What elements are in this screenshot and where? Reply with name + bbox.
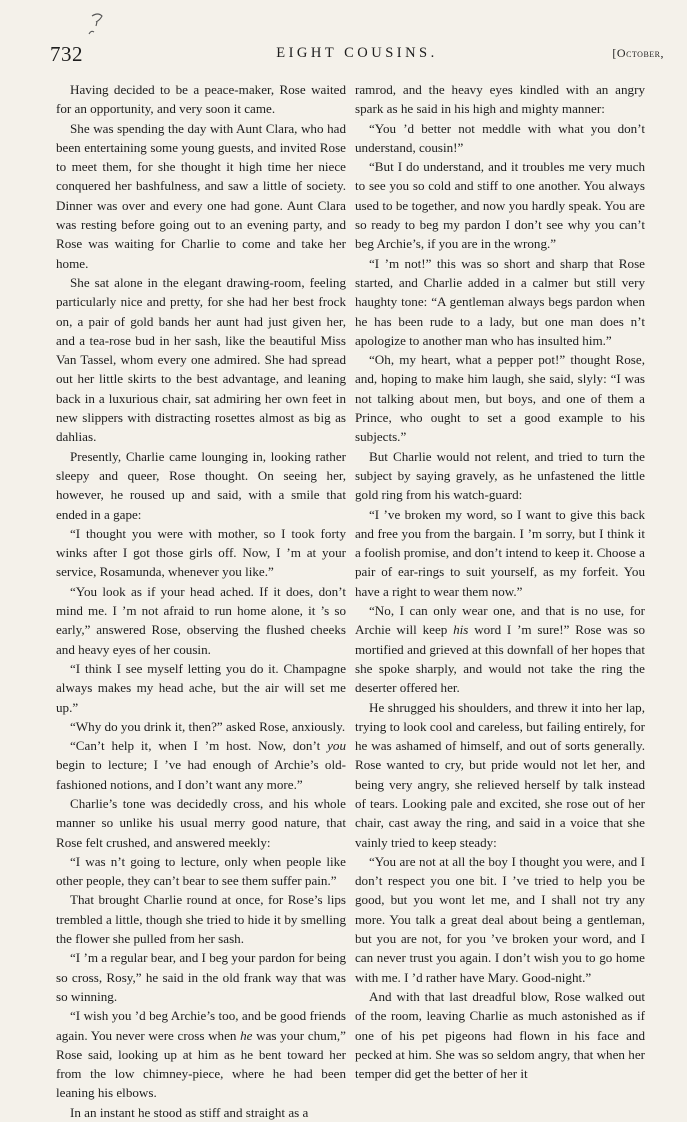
- emphasis: his: [453, 622, 469, 638]
- left-column: [56, 80, 346, 1122]
- paragraph: “You look as if your head ached. If it does, don’t mind me. I ’m not afraid to run home alone, it ’s so early,” answered Rose, observing the flushed cheeks and heavy eyes of her cousin.: [56, 583, 346, 657]
- running-header: [50, 42, 664, 66]
- paragraph: “I ’ve broken my word, so I want to give this back and free you from the bargain. I ’m sorry, but I think it a foolish promise, and don’t intend to keep it. Choose a pair of ear-rings to suit yourself, as my forfeit. You have a right to wear them now.”: [355, 506, 645, 599]
- paragraph: “I thought you were with mother, so I took forty winks after I got those girls off. Now, I ’m at your service, Rosamunda, whenever you like.”: [56, 525, 346, 580]
- right-column: [355, 80, 645, 1083]
- paragraph: “No, I can only wear one, and that is no use, for Archie will keep his word I ’m sure!” Rose was so mortified and grieved at this downfall of her hopes that she spoke sharply, and would not take the ring the deserter offered her.: [355, 603, 646, 696]
- paragraph: She sat alone in the elegant drawing-room, feeling particularly nice and pretty, for she had her best frock on, a pair of gold bands her aunt had just given her, and a tea-rose bud in her sash, like the beautiful Miss Van Tassel, whom every one admired. She had spread out her little skirts to the best advantage, and leaning back in a luxurious chair, sat admiring her own feet in new slippers with distracting rosettes almost as big as dahlias.: [56, 274, 346, 445]
- pencil-mark-icon: [86, 10, 114, 40]
- paragraph: ramrod, and the heavy eyes kindled with an angry spark as he said in his high and mighty manner:: [355, 82, 645, 117]
- paragraph: “You ’d better not meddle with what you don’t understand, cousin!”: [355, 120, 645, 155]
- paragraph: She was spending the day with Aunt Clara, who had been entertaining some young guests, and invited Rose to meet them, for she thought it high time her niece conquered her bashfulness, and saw a little of society. Dinner was over and every one had gone. Aunt Clara was resting before going out to an evening party, and Rose was waiting for Charlie to come and take her home.: [56, 120, 346, 271]
- page-number: 732: [50, 42, 83, 66]
- paragraph: Charlie’s tone was decidedly cross, and his whole manner so unlike his usual merry good nature, that Rose felt crushed, and answered meekly:: [56, 795, 346, 850]
- paragraph: Having decided to be a peace-maker, Rose waited for an opportunity, and very soon it came.: [56, 82, 346, 117]
- paragraph: Presently, Charlie came lounging in, looking rather sleepy and queer, Rose thought. On seeing her, however, he roused up and said, with a smile that ended in a gape:: [56, 448, 346, 522]
- paragraph: And with that last dreadful blow, Rose walked out of the room, leaving Charlie as much astonished as if one of his pet pigeons had flown in his face and pecked at him. She was so seldom angry, that when her temper did get the better of her it: [355, 988, 645, 1082]
- paragraph: That brought Charlie round at once, for Rose’s lips trembled a little, though she tried to hide it by smelling the flower she pulled from her sash.: [56, 892, 346, 947]
- paragraph: “I wish you ’d beg Archie’s too, and be good friends again. You never were cross when he was your chum,” Rose said, looking up at him as he bent toward her from the low chimney-piece, where he had been leaning his elbows.: [56, 1008, 346, 1101]
- paragraph: “Why do you drink it, then?” asked Rose, anxiously.: [70, 718, 346, 734]
- paragraph: “But I do understand, and it troubles me very much to see you so cold and stiff to one another. You always used to be together, and now you hardly speak. You are so ready to beg my pardon I don’t see why you can’t beg Archie’s, if you are in the wrong.”: [355, 159, 645, 252]
- paragraph: “I think I see myself letting you do it. Champagne always makes my head ache, but the air will set me up.”: [56, 660, 346, 715]
- paragraph: In an instant he stood as stiff and straight as a: [70, 1104, 309, 1120]
- running-title: EIGHT COUSINS.: [276, 45, 438, 61]
- paragraph: “Can’t help it, when I ’m host. Now, don’t you begin to lecture; I ’ve had enough of Archie’s old-fashioned notions, and I don’t want any more.”: [56, 738, 346, 792]
- emphasis: you: [327, 738, 346, 754]
- running-month: [October,: [612, 46, 664, 60]
- paragraph: “You are not at all the boy I thought you were, and I don’t respect you one bit. I ’ve tried to help you be good, but you wont let me, and I shall not try any more. You talk a great deal about being a gentleman, but you are not, for you ’ve broken your word, and I can never trust you again. I don’t wish you to go home with me. I ’d rather have Mary. Good-night.”: [355, 853, 645, 985]
- emphasis: he: [240, 1027, 253, 1043]
- paragraph: But Charlie would not relent, and tried to turn the subject by saying gravely, as he unfastened the little gold ring from his watch-guard:: [355, 448, 645, 503]
- paragraph: “I ’m not!” this was so short and sharp that Rose started, and Charlie added in a calmer but still very haughty tone: “A gentleman always begs pardon when he has been rude to a lady, but one man does n’t apologize to another man who has insulted him.”: [355, 255, 645, 348]
- paragraph: “I was n’t going to lecture, only when people like other people, they can’t bear to see them suffer pain.”: [56, 853, 346, 889]
- paragraph: He shrugged his shoulders, and threw it into her lap, trying to look cool and careless, but failing entirely, for he was ashamed of himself, and out of sorts generally. Rose wanted to cry, but pride would not let her, and being very angry, she relieved herself by talk instead of tears. Looking pale and excited, she rose out of her chair, cast away the ring, and said in a voice that she vainly tried to keep steady:: [355, 699, 645, 850]
- paragraph: “I ’m a regular bear, and I beg your pardon for being so cross, Rosy,” he said in the old frank way that was so winning.: [56, 950, 346, 1004]
- paragraph: “Oh, my heart, what a pepper pot!” thought Rose, and, hoping to make him laugh, she said, slyly: “I was not talking about men, but boys, and one of them a Prince, who ought to set a good example to his subjects.”: [355, 352, 645, 445]
